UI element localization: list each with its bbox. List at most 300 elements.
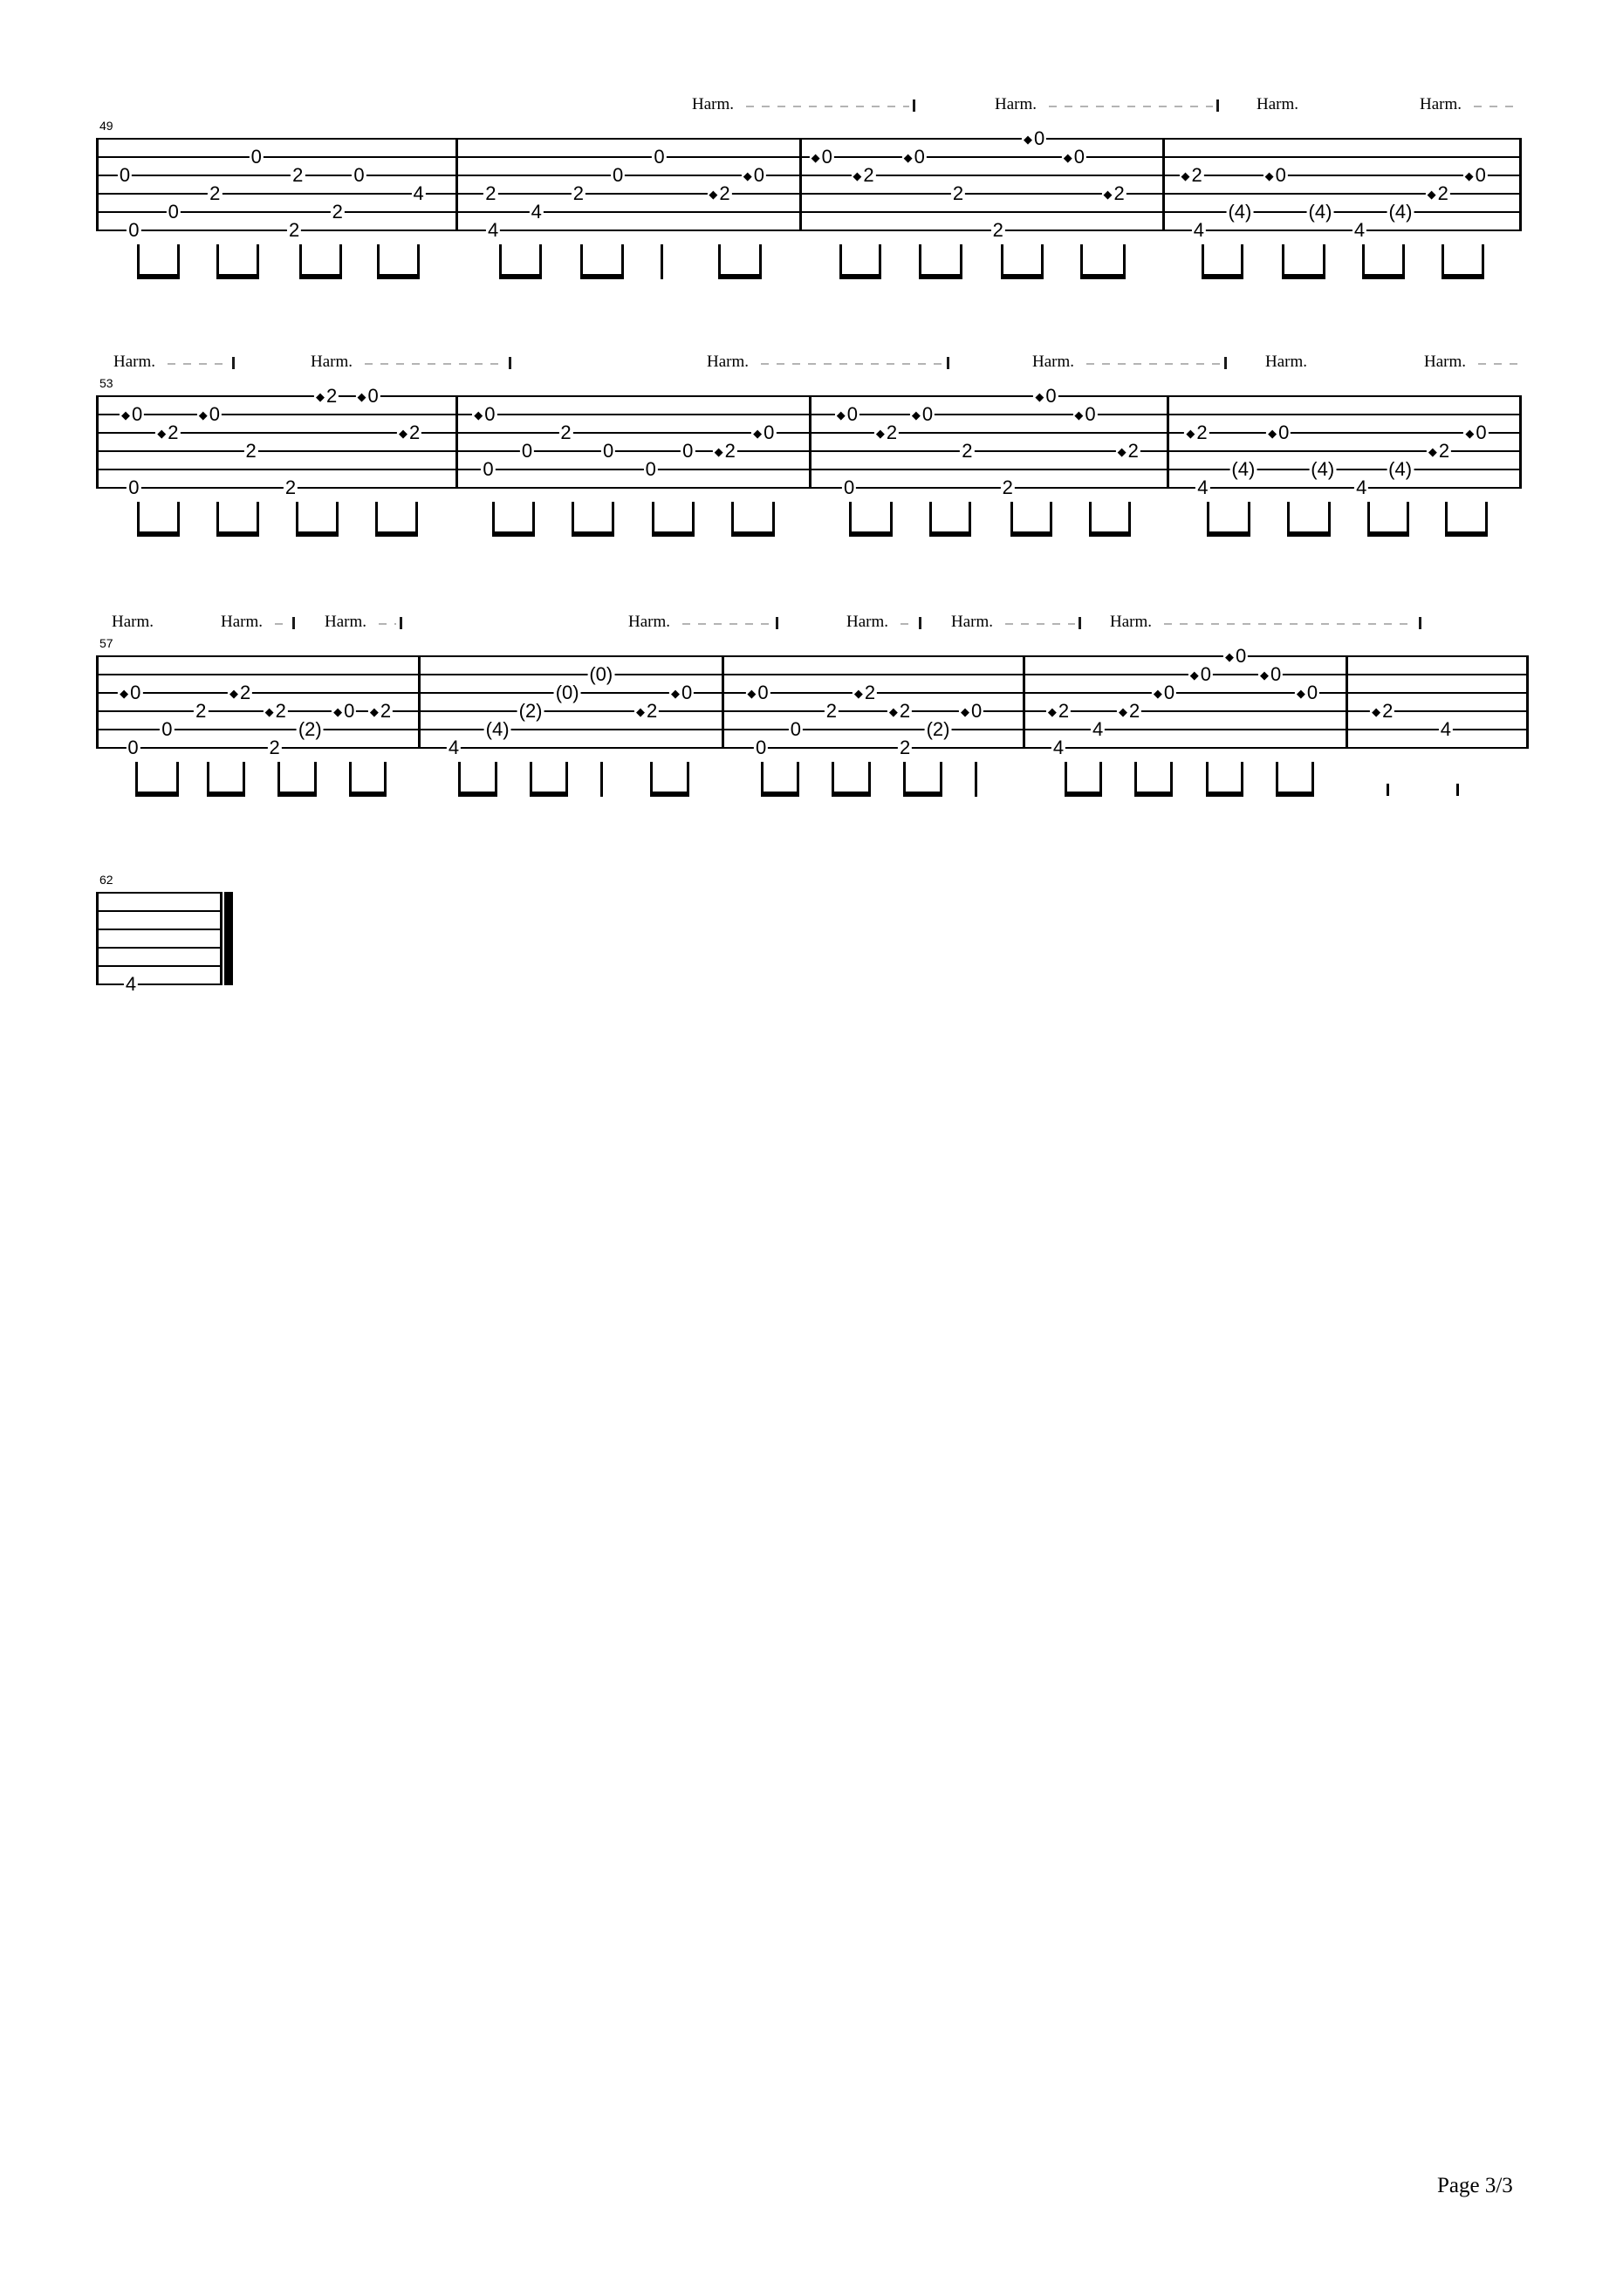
fret-number: 2	[195, 700, 207, 722]
harmonic-diamond-icon: ◆	[1428, 444, 1437, 458]
fret-number: 0	[161, 718, 173, 740]
harmonic-diamond-icon: ◆	[1023, 132, 1032, 146]
barline	[1167, 395, 1169, 489]
fret-number: 0	[790, 718, 801, 740]
fret-number: 0	[127, 737, 139, 758]
tab-note	[1426, 182, 1450, 204]
tab-note	[1463, 164, 1488, 186]
harmonic-dash-line	[365, 363, 505, 365]
fret-number: 4	[1197, 476, 1209, 498]
beam	[137, 274, 179, 279]
fret-number: 0	[846, 403, 859, 425]
beam	[1065, 792, 1102, 797]
tab-note	[991, 219, 1005, 241]
tab-note	[751, 424, 776, 442]
tab-note	[1266, 424, 1291, 442]
tab-note	[397, 424, 421, 442]
fret-number: (4)	[1231, 458, 1256, 480]
fret-number: (2)	[518, 700, 543, 722]
tab-note	[127, 219, 140, 241]
harmonic-diamond-icon: ◆	[357, 389, 366, 403]
barline	[96, 395, 99, 489]
tab-note	[447, 739, 461, 757]
harmonic-diamond-icon: ◆	[1268, 426, 1277, 440]
harmonic-diamond-icon: ◆	[316, 389, 325, 403]
fret-number: 2	[863, 164, 874, 186]
harmonic-diamond-icon: ◆	[743, 168, 752, 182]
tab-note	[127, 476, 140, 498]
tab-note	[853, 684, 877, 702]
harmonic-dash-line	[682, 623, 772, 625]
harmonic-label: Harm.	[707, 353, 750, 371]
fret-number: 2	[326, 385, 338, 407]
harmonic-diamond-icon: ◆	[1189, 668, 1199, 682]
tab-note	[1188, 663, 1213, 685]
harmonic-diamond-icon: ◆	[264, 704, 274, 718]
fret-number: 0	[119, 164, 131, 186]
barline	[96, 892, 99, 985]
fret-number: (4)	[1388, 458, 1413, 480]
fret-number: 0	[1033, 127, 1045, 149]
final-barline-thick	[224, 892, 233, 985]
beam	[839, 274, 881, 279]
harmonic-label: Harm.	[325, 613, 367, 631]
fret-number: 2	[239, 682, 251, 703]
tab-note	[1101, 182, 1126, 204]
tab-note	[355, 387, 380, 405]
harmonic-end-tick	[947, 357, 949, 369]
harmonic-end-tick	[509, 357, 511, 369]
fret-number: 0	[645, 458, 656, 480]
staff-line	[96, 947, 221, 949]
tab-note	[228, 684, 252, 702]
fret-number: 2	[825, 700, 837, 722]
harmonic-diamond-icon: ◆	[369, 704, 379, 718]
beam	[849, 531, 893, 537]
harmonic-label: Harm.	[1032, 353, 1075, 371]
fret-number: 2	[886, 422, 898, 443]
tab-note	[1352, 219, 1366, 241]
beam	[216, 531, 258, 537]
measure-number: 53	[99, 376, 113, 390]
fret-number: 0	[821, 146, 832, 168]
beam	[1134, 792, 1173, 797]
tab-note	[287, 219, 301, 241]
page-number-label: Page 3/3	[1437, 2174, 1513, 2197]
fret-number: 0	[921, 403, 934, 425]
tab-note	[925, 718, 952, 740]
barline	[220, 892, 223, 985]
harmonic-diamond-icon: ◆	[747, 686, 757, 700]
fret-number: 0	[764, 422, 775, 443]
fret-number: 0	[1073, 146, 1085, 168]
fret-number: 0	[353, 164, 365, 186]
beam	[499, 274, 542, 279]
fret-number: 0	[1085, 403, 1096, 425]
fret-number: 0	[1270, 663, 1282, 685]
note-stem	[600, 762, 603, 797]
barline	[809, 395, 812, 489]
harmonic-label: Harm.	[951, 613, 994, 631]
barline	[418, 655, 421, 749]
fret-number: (2)	[298, 718, 322, 740]
tab-note	[572, 182, 586, 204]
harmonic-dash-line	[761, 363, 943, 365]
fret-number: 4	[413, 182, 424, 204]
tab-note	[1229, 458, 1257, 480]
harmonic-diamond-icon: ◆	[1118, 704, 1127, 718]
harmonic-diamond-icon: ◆	[474, 408, 483, 422]
fret-number: 0	[131, 403, 143, 425]
beam	[1089, 531, 1131, 537]
barline	[1526, 655, 1529, 749]
barline	[96, 138, 99, 231]
tab-note	[1192, 219, 1206, 241]
tab-note	[291, 164, 305, 186]
tab-note	[669, 684, 694, 702]
fret-number: 4	[1092, 718, 1104, 740]
beam	[1206, 792, 1243, 797]
tab-note	[742, 164, 766, 186]
tab-note	[412, 182, 426, 204]
staff-line	[96, 230, 1520, 231]
fret-number: 4	[1356, 476, 1367, 498]
harmonic-dash-line	[1049, 106, 1213, 107]
harmonic-end-tick	[1224, 357, 1227, 369]
fret-number: (0)	[555, 682, 579, 703]
fret-number: 2	[719, 182, 730, 204]
tab-note	[874, 424, 899, 442]
harmonic-diamond-icon: ◆	[1063, 150, 1072, 164]
fret-number: 2	[485, 182, 496, 204]
tab-note	[1091, 718, 1105, 740]
barline	[799, 138, 802, 231]
beam	[530, 792, 568, 797]
harmonic-label: Harm.	[311, 353, 353, 371]
fret-number: 0	[613, 164, 624, 186]
tab-note	[352, 164, 366, 186]
tab-note	[1072, 403, 1097, 425]
harmonic-diamond-icon: ◆	[714, 444, 723, 458]
barline	[722, 655, 724, 749]
fret-number: 4	[531, 201, 542, 223]
beam	[650, 792, 689, 797]
beam	[1445, 531, 1488, 537]
fret-number: 0	[128, 476, 140, 498]
tab-note	[754, 739, 768, 757]
staff-line	[96, 984, 221, 985]
fret-number: 2	[1382, 700, 1394, 722]
fret-number: 0	[970, 700, 983, 722]
beam	[929, 531, 971, 537]
measure-number: 49	[99, 119, 113, 133]
harmonic-label: Harm.	[1420, 95, 1462, 113]
tab-note	[314, 387, 339, 405]
harmonic-label: Harm.	[112, 613, 154, 631]
fret-number: 0	[603, 440, 614, 462]
tab-note	[810, 148, 834, 166]
harmonic-dash-line	[1005, 623, 1075, 625]
staff-line	[96, 414, 1520, 415]
barline	[96, 655, 99, 749]
harmonic-diamond-icon: ◆	[1296, 686, 1305, 700]
fret-number: 4	[488, 219, 499, 241]
fret-number: 0	[1278, 422, 1290, 443]
harmonic-label: Harm.	[1424, 353, 1467, 371]
harmonic-diamond-icon: ◆	[811, 150, 820, 164]
fret-number: 4	[1440, 718, 1451, 740]
tab-note	[1033, 387, 1058, 405]
fret-number: 2	[1002, 476, 1013, 498]
tab-note	[611, 164, 625, 186]
harmonic-end-tick	[913, 99, 915, 112]
tab-note	[208, 182, 222, 204]
fret-number: 4	[1353, 219, 1366, 241]
fret-number: 0	[914, 146, 925, 168]
harmonic-label: Harm.	[628, 613, 671, 631]
tab-note	[842, 476, 856, 498]
staff-line	[96, 175, 1520, 176]
tab-note	[681, 442, 695, 460]
harmonic-end-tick	[1079, 617, 1081, 629]
barline	[1519, 395, 1522, 489]
tab-note	[1184, 424, 1209, 442]
fret-number: 2	[275, 700, 286, 722]
fret-number: 2	[899, 700, 911, 722]
fret-number: 2	[168, 422, 179, 443]
tab-note	[587, 663, 614, 685]
harmonic-label: Harm.	[846, 613, 889, 631]
beam	[277, 792, 317, 797]
fret-number: 4	[1052, 737, 1065, 758]
tab-note	[160, 718, 174, 740]
tab-note	[483, 182, 497, 204]
staff-line	[96, 469, 1520, 470]
fret-number: 2	[724, 440, 736, 462]
tab-note	[835, 403, 859, 425]
tab-note	[1354, 476, 1368, 498]
beam	[375, 531, 417, 537]
tab-note	[707, 182, 731, 204]
harmonic-diamond-icon: ◆	[875, 426, 885, 440]
harmonic-dash-line	[168, 363, 229, 365]
harmonic-diamond-icon: ◆	[1225, 649, 1235, 663]
barline	[455, 395, 458, 489]
tab-note	[1463, 424, 1488, 442]
fret-number: 2	[992, 219, 1003, 241]
staff-line	[96, 710, 1527, 712]
tab-note	[1022, 127, 1046, 149]
harmonic-diamond-icon: ◆	[911, 408, 921, 422]
fret-number: 0	[654, 146, 665, 168]
fret-number: 0	[130, 682, 141, 703]
fret-number: 2	[380, 700, 392, 722]
harmonic-diamond-icon: ◆	[1103, 187, 1113, 201]
harmonic-dash-line	[275, 623, 289, 625]
tab-note	[1439, 718, 1453, 740]
tab-note	[789, 718, 803, 740]
fret-number: 2	[1058, 700, 1070, 722]
beam	[137, 531, 179, 537]
fret-number: 0	[344, 700, 355, 722]
beam	[216, 274, 258, 279]
tab-note	[155, 424, 180, 442]
beam	[207, 792, 245, 797]
harmonic-label: Harm.	[1110, 613, 1153, 631]
beam	[1080, 274, 1126, 279]
tab-note	[1427, 442, 1451, 460]
staff-line	[96, 138, 1520, 140]
tab-note	[1062, 148, 1086, 166]
note-stem	[661, 244, 663, 279]
tab-note	[1116, 442, 1140, 460]
beam	[832, 792, 871, 797]
harmonic-diamond-icon: ◆	[1186, 426, 1195, 440]
harmonic-diamond-icon: ◆	[229, 686, 238, 700]
fret-number: 0	[757, 682, 769, 703]
fret-number: (0)	[589, 663, 613, 685]
tab-note	[1046, 700, 1071, 722]
staff-line	[96, 432, 1520, 434]
staff-line	[96, 193, 1520, 195]
fret-number: 0	[682, 440, 694, 462]
beam	[1362, 274, 1405, 279]
tab-note	[368, 700, 393, 722]
tab-note	[167, 203, 181, 221]
fret-number: (4)	[1388, 201, 1413, 223]
harmonic-diamond-icon: ◆	[1181, 168, 1190, 182]
harmonic-diamond-icon: ◆	[888, 704, 898, 718]
tab-note	[126, 739, 140, 757]
staff-line	[96, 674, 1527, 675]
fret-number: 2	[332, 201, 343, 223]
beam	[1282, 274, 1325, 279]
fret-number: 0	[756, 737, 767, 758]
staff-line	[96, 487, 1520, 489]
fret-number: 0	[209, 403, 221, 425]
beam	[296, 531, 338, 537]
fret-number: 0	[1306, 682, 1318, 703]
fret-number: 2	[952, 182, 964, 204]
beam	[349, 792, 387, 797]
fret-number: 2	[289, 219, 300, 241]
tab-note	[530, 203, 544, 221]
fret-number: 0	[521, 440, 533, 462]
harmonic-diamond-icon: ◆	[670, 686, 680, 700]
short-stem	[1387, 784, 1389, 796]
fret-number: 2	[245, 440, 257, 462]
beam	[761, 792, 799, 797]
beam	[652, 531, 695, 537]
tab-note	[558, 424, 572, 442]
beam	[580, 274, 624, 279]
tab-note	[851, 164, 875, 186]
fret-number: 2	[209, 182, 221, 204]
beam	[731, 531, 775, 537]
tab-note	[484, 718, 511, 740]
harmonic-end-tick	[232, 357, 235, 369]
harmonic-diamond-icon: ◆	[635, 704, 645, 718]
harmonic-dash-line	[1086, 363, 1221, 365]
tab-note	[250, 148, 264, 166]
harmonic-label: Harm.	[1257, 95, 1299, 113]
tab-note	[644, 458, 658, 480]
harmonic-diamond-icon: ◆	[836, 408, 846, 422]
tab-note	[264, 700, 288, 722]
tab-note	[745, 684, 770, 702]
tab-note	[951, 182, 965, 204]
harmonic-diamond-icon: ◆	[753, 426, 763, 440]
beam	[1276, 792, 1314, 797]
harmonic-diamond-icon: ◆	[198, 408, 208, 422]
tab-note	[825, 700, 839, 722]
tab-note	[486, 219, 500, 241]
tab-note	[601, 442, 615, 460]
harmonic-diamond-icon: ◆	[1464, 168, 1474, 182]
tab-note	[910, 403, 935, 425]
harmonic-end-tick	[1216, 99, 1219, 112]
harmonic-diamond-icon: ◆	[120, 686, 129, 700]
tab-note	[243, 442, 257, 460]
harmonic-diamond-icon: ◆	[1153, 686, 1162, 700]
tab-note	[118, 164, 132, 186]
harmonic-diamond-icon: ◆	[1372, 704, 1381, 718]
note-stem	[975, 762, 977, 797]
fret-number: 2	[284, 476, 297, 498]
beam	[492, 531, 536, 537]
fret-number: 2	[1196, 422, 1208, 443]
fret-number: 0	[484, 403, 496, 425]
fret-number: 0	[483, 458, 494, 480]
fret-number: 0	[1236, 645, 1247, 667]
beam	[458, 792, 497, 797]
beam	[919, 274, 962, 279]
staff-line	[96, 655, 1527, 657]
tab-note	[902, 148, 927, 166]
tab-note	[197, 403, 222, 425]
beam	[1367, 531, 1408, 537]
fret-number: 2	[408, 422, 421, 443]
fret-number: 2	[899, 737, 911, 758]
harmonic-diamond-icon: ◆	[1427, 187, 1436, 201]
harmonic-end-tick	[919, 617, 921, 629]
harmonic-diamond-icon: ◆	[1260, 668, 1269, 682]
tab-note	[1307, 203, 1334, 221]
tab-note	[1295, 684, 1319, 702]
beam	[1001, 274, 1044, 279]
staff-line	[96, 965, 221, 967]
harmonic-diamond-icon: ◆	[903, 150, 913, 164]
tab-note	[1179, 164, 1203, 186]
tab-note	[1195, 476, 1209, 498]
tab-note	[1051, 739, 1065, 757]
fret-number: 2	[1437, 182, 1448, 204]
beam	[1287, 531, 1330, 537]
fret-number: 0	[1476, 422, 1487, 443]
fret-number: 2	[962, 440, 973, 462]
fret-number: 2	[646, 700, 658, 722]
fret-number: 0	[1045, 385, 1057, 407]
beam	[1202, 274, 1243, 279]
harmonic-diamond-icon: ◆	[1074, 408, 1084, 422]
tab-note	[1370, 700, 1394, 722]
tab-note	[472, 403, 496, 425]
harmonic-dash-line	[379, 623, 396, 625]
measure-number: 57	[99, 636, 113, 650]
tab-note	[1117, 700, 1141, 722]
harmonic-diamond-icon: ◆	[1117, 444, 1127, 458]
fret-number: (4)	[1311, 458, 1335, 480]
